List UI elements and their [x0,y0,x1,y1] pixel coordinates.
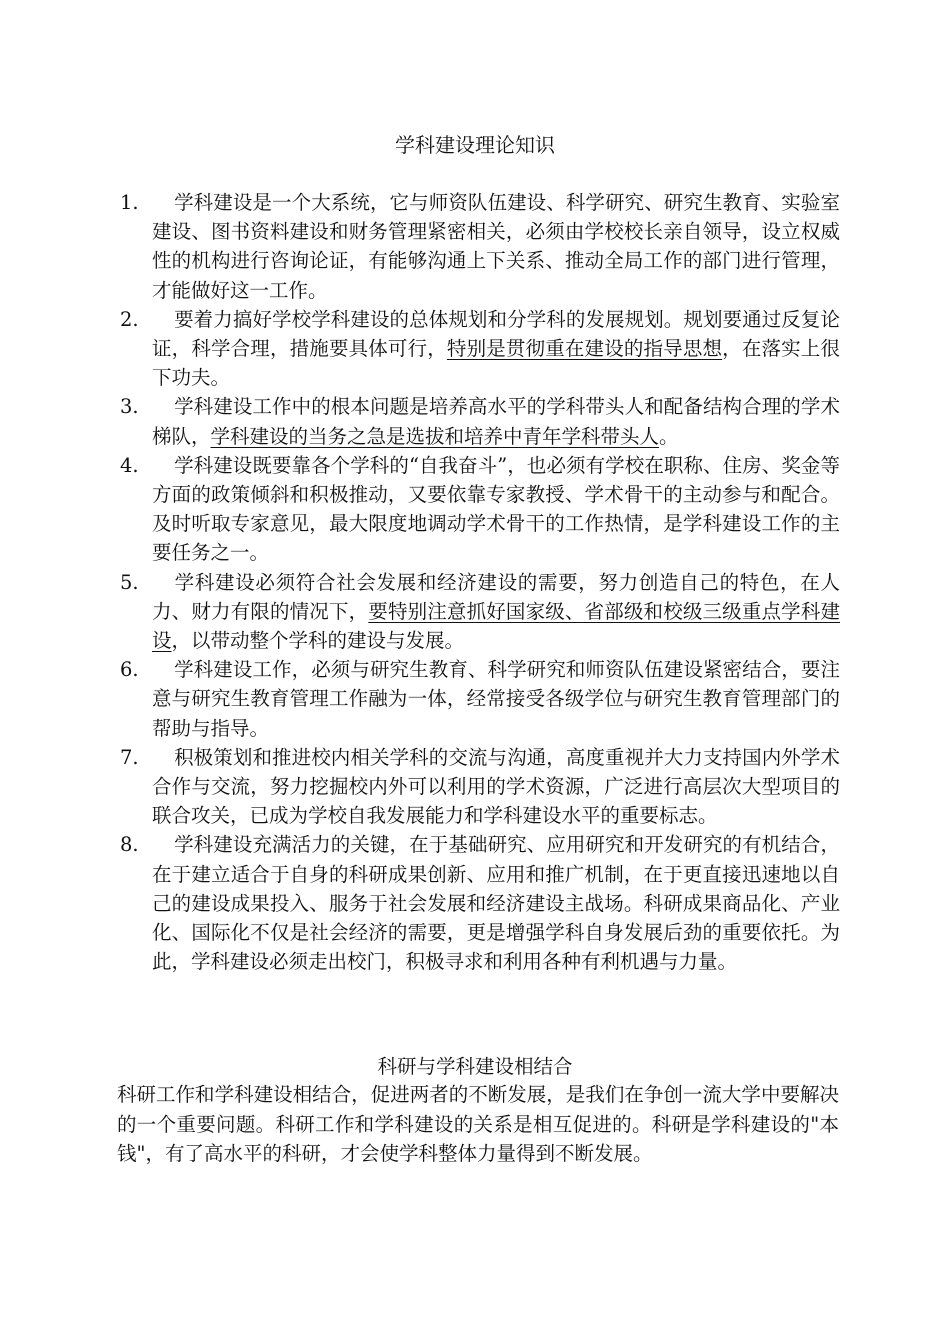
item-text: 学科建设既要靠各个学科的“自我奋斗”，也必须有学校在职称、住房、奖金等方面的政策倾斜和积极推动，又要依靠专家教授、学术骨干的主动参与和配合。及时听取专家意见，最大限度地调动学术骨干的工作热情，是学科建设工作的主要任务之一。 [152,453,840,565]
list-item [120,305,840,393]
item-text: 学科建设工作，必须与研究生教育、科学研究和师资队伍建设紧密结合，要注意与研究生教育管理工作融为一体，经常接受各级学位与研究生教育管理部门的帮助与指导。 [152,658,840,740]
list-item [120,392,840,450]
item-number: 4. [120,453,139,477]
item-text: 学科建设充满活力的关键，在于基础研究、应用研究和开发研究的有机结合，在于建立适合于自身的科研成果创新、应用和推广机制，在于更直接迅速地以自己的建设成果投入、服务于社会发展和经济建设主战场。科研成果商品化、产业化、国际化不仅是社会经济的需要，更是增强学科自身发展后劲的重要依托。为此，学科建设必须走出校门，积极寻求和利用各种有利机遇与力量。 [152,833,840,974]
section-title: 科研与学科建设相结合 [377,1055,573,1078]
item-number: 5. [120,570,139,594]
item-number: 1. [120,191,139,214]
section-paragraph: 科研工作和学科建设相结合，促进两者的不断发展，是我们在争创一流大学中要解决的一个重要问题。科研工作和学科建设的关系是相互促进的。科研是学科建设的"本钱"，有了高水平的科研，才会使学科整体力量得到不断发展。 [117,1083,839,1165]
item-text-tail: 。 [659,424,679,448]
list-item [120,188,840,305]
item-text: 学科建设是一个大系统，它与师资队伍建设、科学研究、研究生教育、实验室建设、图书资料建设和财务管理紧密相关，必须由学校校长亲自领导，设立权威性的机构进行咨询论证，有能够沟通上下关系、推动全局工作的部门进行管理，才能做好这一工作。 [152,191,840,302]
item-text: 要着力搞好学校学科建设的总体规划和分学科的发展规划。规划要通过反复论证，科学合理，措施要具体可行， [152,307,840,361]
list-item [120,830,840,976]
item-text: 积极策划和推进校内相关学科的交流与沟通，高度重视并大力支持国内外学术合作与交流，努力挖掘校内外可以利用的学术资源，广泛进行高层次大型项目的联合攻关，已成为学校自我发展能力和学科建设水平的重要标志。 [152,745,840,828]
underlined-text: 特别是贯彻重在建设的指导思想 [446,337,723,361]
item-number: 8. [120,833,139,857]
list-item [120,743,840,831]
item-text-tail: ，以带动整个学科的建设与发展。 [171,629,465,653]
item-text: 学科建设工作中的根本问题是培养高水平的学科带头人和配备结构合理的学术梯队， [152,395,840,448]
list-item [120,655,840,743]
list-item [120,451,840,568]
item-number: 6. [120,658,139,682]
item-text-tail: ，在落实上很下功夫。 [152,337,840,390]
underlined-text: 学科建设的当务之急是选拔和培养中青年学科带头人 [210,424,660,448]
item-number: 7. [120,745,139,769]
item-text: 学科建设必须符合社会发展和经济建设的需要，努力创造自己的特色，在人力、财力有限的情况下， [152,570,840,623]
item-number: 3. [120,395,139,419]
point-list [120,188,840,976]
document-title: 学科建设理论知识 [395,133,555,157]
underlined-text: 要特别注意抓好国家级、省部级和校级三级重点学科建设 [152,599,840,653]
item-number: 2. [120,307,139,331]
list-item [120,568,840,656]
